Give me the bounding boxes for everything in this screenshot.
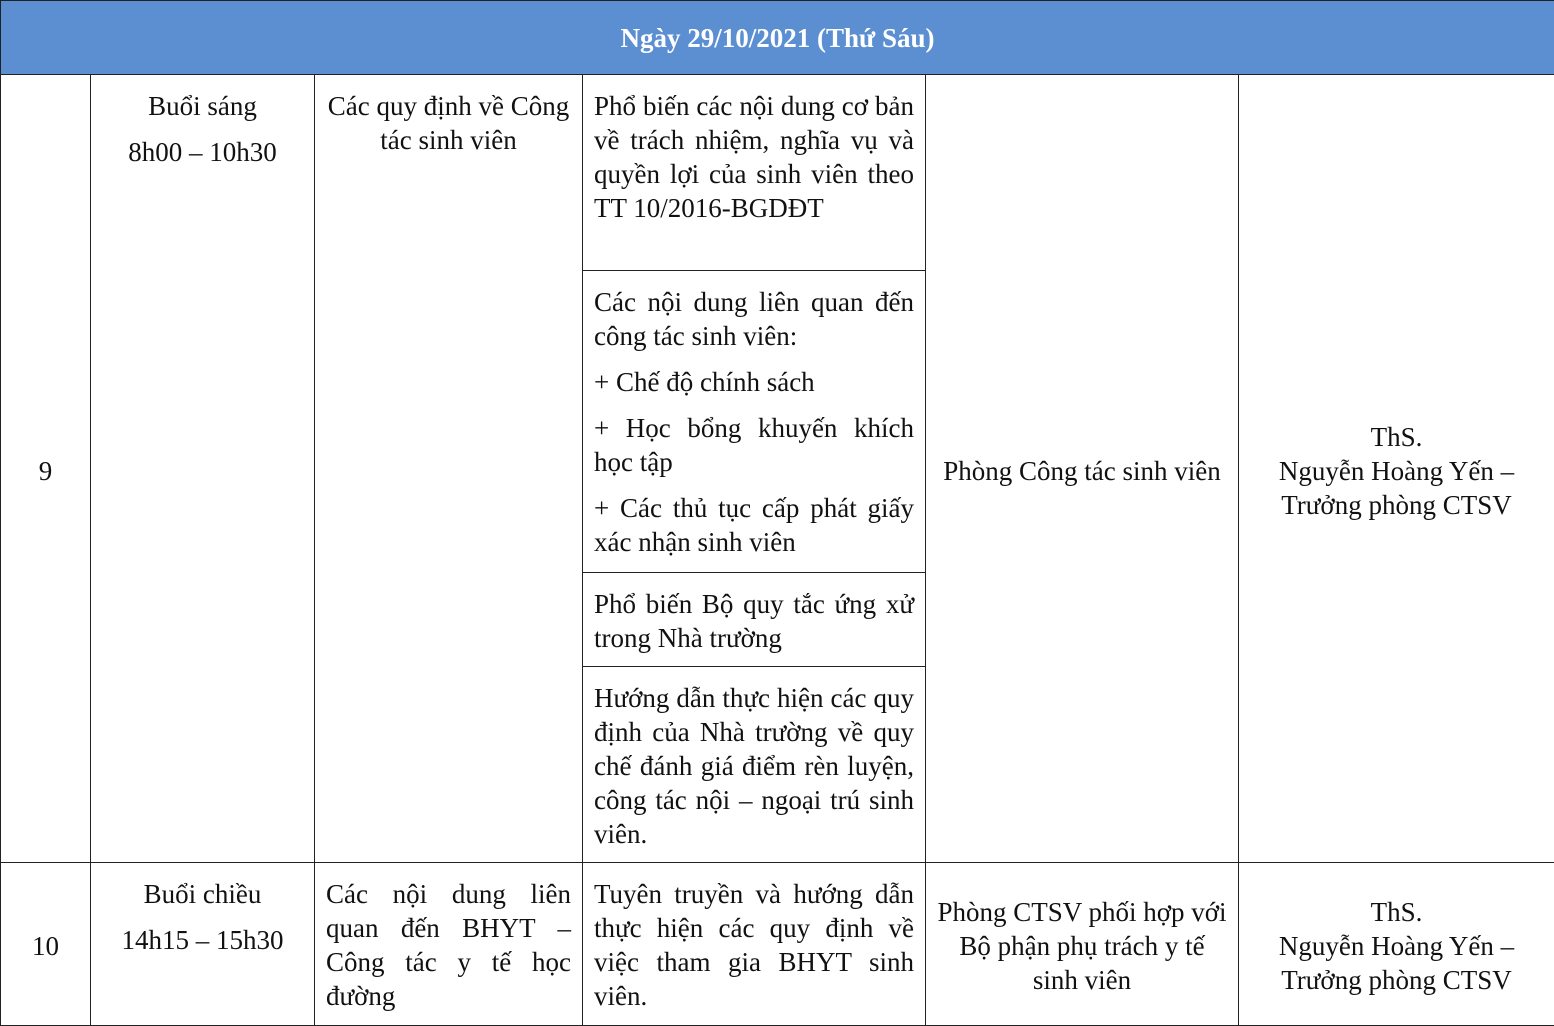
content-cell [583,863,926,1026]
content-cell [583,573,926,667]
content-paragraph: Hướng dẫn thực hiện các quy định của Nhà trường về quy chế đánh giá điểm rèn luyện, công tác nội – ngoại trú sinh viên. [594,681,914,851]
topic: Các quy định về Công tác sinh viên [315,75,583,863]
presenter-name: Nguyễn Hoàng Yến – [1250,454,1543,488]
presenter-name: Nguyễn Hoàng Yến – [1250,929,1543,963]
date-header: Ngày 29/10/2021 (Thứ Sáu) [1,1,1554,75]
presenter [1239,75,1554,863]
presenter-title: ThS. [1250,420,1543,454]
content-paragraph: Tuyên truyền và hướng dẫn thực hiện các quy định về việc tham gia BHYT sinh viên. [594,877,914,1013]
presenter-role: Trưởng phòng CTSV [1250,963,1543,997]
session-label: Buổi chiều [102,871,303,917]
content-paragraph: + Chế độ chính sách [594,365,914,399]
content-paragraph: Các nội dung liên quan đến công tác sinh viên: [594,285,914,353]
session-time [91,75,315,863]
presenter-title: ThS. [1250,895,1543,929]
content-paragraph: Phổ biến Bộ quy tắc ứng xử trong Nhà trường [594,587,914,655]
table-row [1,75,1554,271]
content-paragraph: + Học bổng khuyến khích học tập [594,411,914,479]
presenter-role: Trưởng phòng CTSV [1250,488,1543,522]
topic: Các nội dung liên quan đến BHYT – Công tác y tế học đường [315,863,583,1026]
row-number: 10 [1,863,91,1026]
session-time [91,863,315,1026]
organizing-unit: Phòng Công tác sinh viên [926,75,1239,863]
content-paragraph: + Các thủ tục cấp phát giấy xác nhận sinh viên [594,491,914,559]
presenter [1239,863,1554,1026]
row-number: 9 [1,75,91,863]
organizing-unit: Phòng CTSV phối hợp với Bộ phận phụ trách y tế sinh viên [926,863,1239,1026]
time-range: 14h15 – 15h30 [102,917,303,963]
content-paragraph: Phổ biến các nội dung cơ bản về trách nhiệm, nghĩa vụ và quyền lợi của sinh viên theo TT 10/2016-BGDĐT [594,89,914,225]
content-cell [583,75,926,271]
table-row [1,863,1554,1026]
time-range: 8h00 – 10h30 [102,129,303,175]
session-label: Buổi sáng [102,83,303,129]
content-cell [583,271,926,573]
date-header-row [1,1,1554,75]
content-cell [583,667,926,863]
